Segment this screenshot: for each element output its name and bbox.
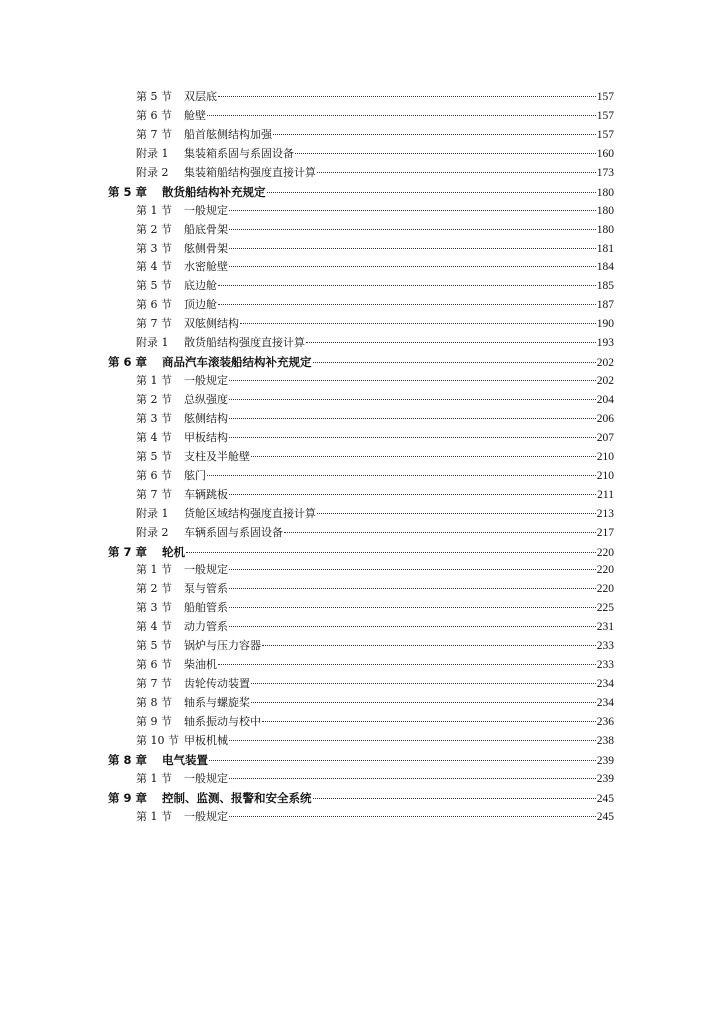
- toc-entry-title: 支柱及半舱壁: [184, 449, 250, 463]
- dot-leader: [295, 153, 596, 154]
- toc-entry-title: 集装箱系固与系固设备: [184, 146, 294, 160]
- toc-entry-title: 车辆跳板: [184, 487, 228, 501]
- dot-leader: [229, 569, 596, 570]
- dot-leader: [218, 664, 596, 665]
- toc-entry-number: 第 5 节: [136, 90, 172, 103]
- toc-page-number: 207: [596, 431, 614, 444]
- dot-leader: [229, 816, 596, 817]
- toc-entry-title: 水密舱壁: [184, 260, 228, 274]
- toc-page-number: 238: [596, 734, 614, 747]
- toc-entry-title: 舷侧结构: [184, 411, 228, 425]
- toc-page-number: 233: [596, 640, 614, 653]
- toc-entry-title: 集装箱船结构强度直接计算: [184, 165, 316, 179]
- toc-entry-number: 第 10 节: [136, 733, 179, 747]
- dot-leader: [229, 626, 596, 627]
- toc-section-entry[interactable]: [108, 240, 614, 259]
- dot-leader: [229, 494, 596, 495]
- toc-entry-number: 第 2 节: [136, 393, 172, 406]
- toc-entry-title: 一般规定: [184, 771, 228, 785]
- dot-leader: [186, 552, 596, 553]
- toc-page-number: 245: [596, 810, 614, 823]
- toc-entry-title: 电气装置: [162, 752, 208, 767]
- toc-page-number: 225: [596, 602, 614, 615]
- toc-entry-title: 舱壁: [184, 108, 206, 122]
- table-of-contents: [108, 88, 614, 827]
- toc-section-entry[interactable]: [108, 164, 614, 183]
- dot-leader: [229, 248, 596, 249]
- dot-leader: [273, 134, 596, 135]
- dot-leader: [313, 798, 596, 799]
- toc-section-entry[interactable]: [108, 656, 614, 675]
- toc-page-number: 204: [596, 394, 614, 406]
- toc-entry-title: 控制、监测、报警和安全系统: [162, 790, 312, 805]
- toc-chapter-entry[interactable]: [108, 353, 614, 372]
- toc-entry-title: 动力管系: [184, 620, 228, 634]
- toc-entry-number: 第 2 节: [136, 222, 172, 236]
- toc-section-entry[interactable]: [108, 429, 614, 448]
- toc-entry-number: 第 7 节: [136, 677, 172, 691]
- toc-page-number: 220: [596, 546, 614, 559]
- toc-page-number: 180: [596, 186, 614, 199]
- toc-entry-title: 散货船结构补充规定: [162, 184, 266, 199]
- toc-entry-title: 船首舷侧结构加强: [184, 127, 272, 141]
- toc-entry-title: 轴系振动与校中: [184, 714, 261, 728]
- toc-section-entry[interactable]: [108, 618, 614, 637]
- toc-section-entry[interactable]: [108, 467, 614, 486]
- toc-page-number: 157: [596, 128, 614, 141]
- toc-section-entry[interactable]: [108, 694, 614, 713]
- toc-page-number: 184: [596, 261, 614, 274]
- toc-section-entry[interactable]: [108, 599, 614, 618]
- toc-section-entry[interactable]: [108, 561, 614, 580]
- dot-leader: [229, 588, 596, 589]
- toc-section-entry[interactable]: [108, 126, 614, 145]
- dot-leader: [317, 513, 596, 514]
- toc-section-entry[interactable]: [108, 372, 614, 391]
- dot-leader: [209, 760, 596, 761]
- toc-section-entry[interactable]: [108, 808, 614, 827]
- toc-entry-title: 锅炉与压力容器: [184, 639, 261, 653]
- toc-page-number: 231: [596, 621, 614, 634]
- toc-entry-title: 顶边舱: [184, 298, 217, 312]
- dot-leader: [218, 96, 596, 97]
- toc-page-number: 236: [596, 715, 614, 728]
- dot-leader: [229, 418, 596, 419]
- toc-entry-title: 双舷侧结构: [184, 317, 239, 331]
- toc-page-number: 213: [596, 507, 614, 520]
- dot-leader: [251, 456, 596, 457]
- toc-page-number: 193: [596, 337, 614, 350]
- toc-entry-number: 第 7 章: [108, 544, 148, 559]
- toc-section-entry[interactable]: [108, 505, 614, 524]
- toc-entry-number: 第 6 章: [108, 355, 148, 370]
- toc-entry-title: 甲板结构: [184, 430, 228, 444]
- toc-section-entry[interactable]: [108, 258, 614, 277]
- dot-leader: [229, 380, 596, 381]
- dot-leader: [267, 192, 596, 193]
- toc-entry-title: 总纵强度: [184, 393, 228, 406]
- toc-entry-number: 第 5 章: [108, 184, 148, 199]
- dot-leader: [251, 683, 596, 684]
- toc-entry-number: 第 4 节: [136, 620, 172, 634]
- toc-entry-title: 柴油机: [184, 658, 217, 672]
- toc-entry-title: 一般规定: [184, 809, 228, 823]
- toc-entry-title: 舷侧骨架: [184, 241, 228, 255]
- toc-page-number: 211: [597, 488, 614, 501]
- toc-entry-title: 车辆系固与系固设备: [184, 525, 283, 539]
- toc-page-number: 180: [596, 204, 614, 217]
- toc-entry-number: 第 6 节: [136, 108, 172, 122]
- toc-page-number: 190: [596, 318, 614, 331]
- toc-page-number: 202: [596, 357, 614, 370]
- toc-entry-title: 一般规定: [184, 563, 228, 577]
- toc-page-number: 210: [596, 450, 614, 463]
- toc-entry-number: 第 1 节: [136, 771, 172, 785]
- toc-entry-number: 第 5 节: [136, 449, 172, 463]
- toc-entry-number: 第 9 节: [136, 714, 172, 728]
- toc-entry-number: 附录 1: [136, 336, 169, 350]
- toc-entry-title: 商品汽车滚装船结构补充规定: [162, 355, 312, 370]
- toc-entry-number: 第 7 节: [136, 487, 172, 501]
- toc-page-number: 202: [596, 375, 614, 388]
- toc-section-entry[interactable]: [108, 277, 614, 296]
- toc-entry-number: 第 3 节: [136, 241, 172, 255]
- dot-leader: [207, 475, 596, 476]
- toc-section-entry[interactable]: [108, 334, 614, 353]
- toc-page-number: 220: [596, 564, 614, 577]
- dot-leader: [218, 285, 596, 286]
- dot-leader: [229, 210, 596, 211]
- toc-entry-title: 船底骨架: [184, 222, 228, 236]
- toc-page-number: 210: [596, 469, 614, 482]
- dot-leader: [229, 740, 596, 741]
- toc-section-entry[interactable]: [108, 713, 614, 732]
- toc-page-number: 187: [596, 299, 614, 312]
- toc-page-number: 160: [596, 147, 614, 160]
- toc-page-number: 157: [596, 109, 614, 122]
- toc-entry-title: 一般规定: [184, 374, 228, 388]
- toc-page-number: 173: [596, 166, 614, 179]
- toc-entry-number: 附录 2: [136, 165, 169, 179]
- toc-entry-number: 第 9 章: [108, 790, 148, 805]
- dot-leader: [317, 172, 596, 173]
- toc-page-number: 233: [596, 659, 614, 672]
- toc-section-entry[interactable]: [108, 145, 614, 164]
- toc-entry-number: 第 4 节: [136, 260, 172, 274]
- dot-leader: [313, 362, 596, 363]
- toc-entry-title: 双层底: [184, 90, 217, 103]
- toc-section-entry[interactable]: [108, 524, 614, 543]
- toc-entry-number: 附录 1: [136, 506, 169, 520]
- toc-page-number: 206: [596, 412, 614, 425]
- toc-section-entry[interactable]: [108, 448, 614, 467]
- toc-entry-title: 舷门: [184, 468, 206, 482]
- toc-chapter-entry[interactable]: [108, 183, 614, 202]
- toc-entry-number: 第 1 节: [136, 809, 172, 823]
- toc-chapter-entry[interactable]: [108, 789, 614, 808]
- dot-leader: [218, 304, 596, 305]
- toc-entry-number: 第 1 节: [136, 203, 172, 217]
- toc-section-entry[interactable]: [108, 732, 614, 751]
- toc-page-number: 234: [596, 678, 614, 691]
- dot-leader: [229, 266, 596, 267]
- toc-section-entry[interactable]: [108, 391, 614, 410]
- toc-entry-number: 第 5 节: [136, 639, 172, 653]
- dot-leader: [262, 721, 596, 722]
- toc-section-entry[interactable]: [108, 315, 614, 334]
- dot-leader: [207, 115, 596, 116]
- toc-entry-number: 第 6 节: [136, 658, 172, 672]
- toc-page-number: 234: [596, 697, 614, 709]
- toc-section-entry[interactable]: [108, 770, 614, 789]
- toc-entry-number: 第 7 节: [136, 127, 172, 141]
- toc-entry-title: 轮机: [162, 544, 185, 559]
- toc-entry-number: 第 5 节: [136, 279, 172, 293]
- toc-entry-title: 甲板机械: [184, 733, 228, 747]
- toc-page-number: 181: [596, 242, 614, 255]
- dot-leader: [306, 342, 596, 343]
- toc-page-number: 217: [596, 526, 614, 539]
- dot-leader: [229, 437, 596, 438]
- toc-section-entry[interactable]: [108, 675, 614, 694]
- toc-entry-title: 轴系与螺旋桨: [184, 696, 250, 709]
- toc-entry-title: 货舱区域结构强度直接计算: [184, 506, 316, 520]
- dot-leader: [229, 778, 596, 779]
- toc-page-number: 180: [596, 223, 614, 236]
- dot-leader: [251, 702, 596, 703]
- toc-page-number: 157: [596, 91, 614, 103]
- toc-entry-title: 散货船结构强度直接计算: [184, 336, 305, 350]
- toc-entry-number: 第 6 节: [136, 468, 172, 482]
- toc-section-entry[interactable]: [108, 221, 614, 240]
- toc-section-entry[interactable]: [108, 88, 614, 107]
- toc-entry-number: 第 4 节: [136, 430, 172, 444]
- toc-entry-title: 底边舱: [184, 279, 217, 293]
- toc-entry-title: 一般规定: [184, 203, 228, 217]
- toc-page-number: 185: [596, 280, 614, 293]
- toc-section-entry[interactable]: [108, 410, 614, 429]
- toc-section-entry[interactable]: [108, 202, 614, 221]
- toc-entry-number: 第 1 节: [136, 563, 172, 577]
- toc-section-entry[interactable]: [108, 296, 614, 315]
- toc-section-entry[interactable]: [108, 107, 614, 126]
- dot-leader: [284, 532, 596, 533]
- toc-page-number: 245: [596, 792, 614, 805]
- dot-leader: [240, 323, 596, 324]
- toc-entry-title: 泵与管系: [184, 582, 228, 596]
- toc-chapter-entry[interactable]: [108, 543, 614, 562]
- toc-entry-number: 第 3 节: [136, 411, 172, 425]
- dot-leader: [262, 645, 596, 646]
- toc-entry-number: 第 8 节: [136, 696, 172, 709]
- toc-entry-number: 第 2 节: [136, 582, 172, 596]
- toc-page-number: 220: [596, 583, 614, 596]
- toc-section-entry[interactable]: [108, 486, 614, 505]
- toc-entry-number: 附录 1: [136, 146, 169, 160]
- toc-entry-number: 第 3 节: [136, 601, 172, 615]
- toc-entry-number: 第 8 章: [108, 752, 148, 767]
- toc-section-entry[interactable]: [108, 637, 614, 656]
- toc-entry-title: 齿轮传动装置: [184, 677, 250, 691]
- toc-page-number: 239: [596, 772, 614, 785]
- toc-entry-title: 船舶管系: [184, 601, 228, 615]
- dot-leader: [229, 607, 596, 608]
- toc-chapter-entry[interactable]: [108, 751, 614, 770]
- toc-entry-number: 附录 2: [136, 525, 169, 539]
- toc-entry-number: 第 1 节: [136, 374, 172, 388]
- toc-entry-number: 第 6 节: [136, 298, 172, 312]
- toc-section-entry[interactable]: [108, 580, 614, 599]
- dot-leader: [229, 399, 596, 400]
- toc-page-number: 239: [596, 754, 614, 767]
- dot-leader: [229, 229, 596, 230]
- toc-entry-number: 第 7 节: [136, 317, 172, 331]
